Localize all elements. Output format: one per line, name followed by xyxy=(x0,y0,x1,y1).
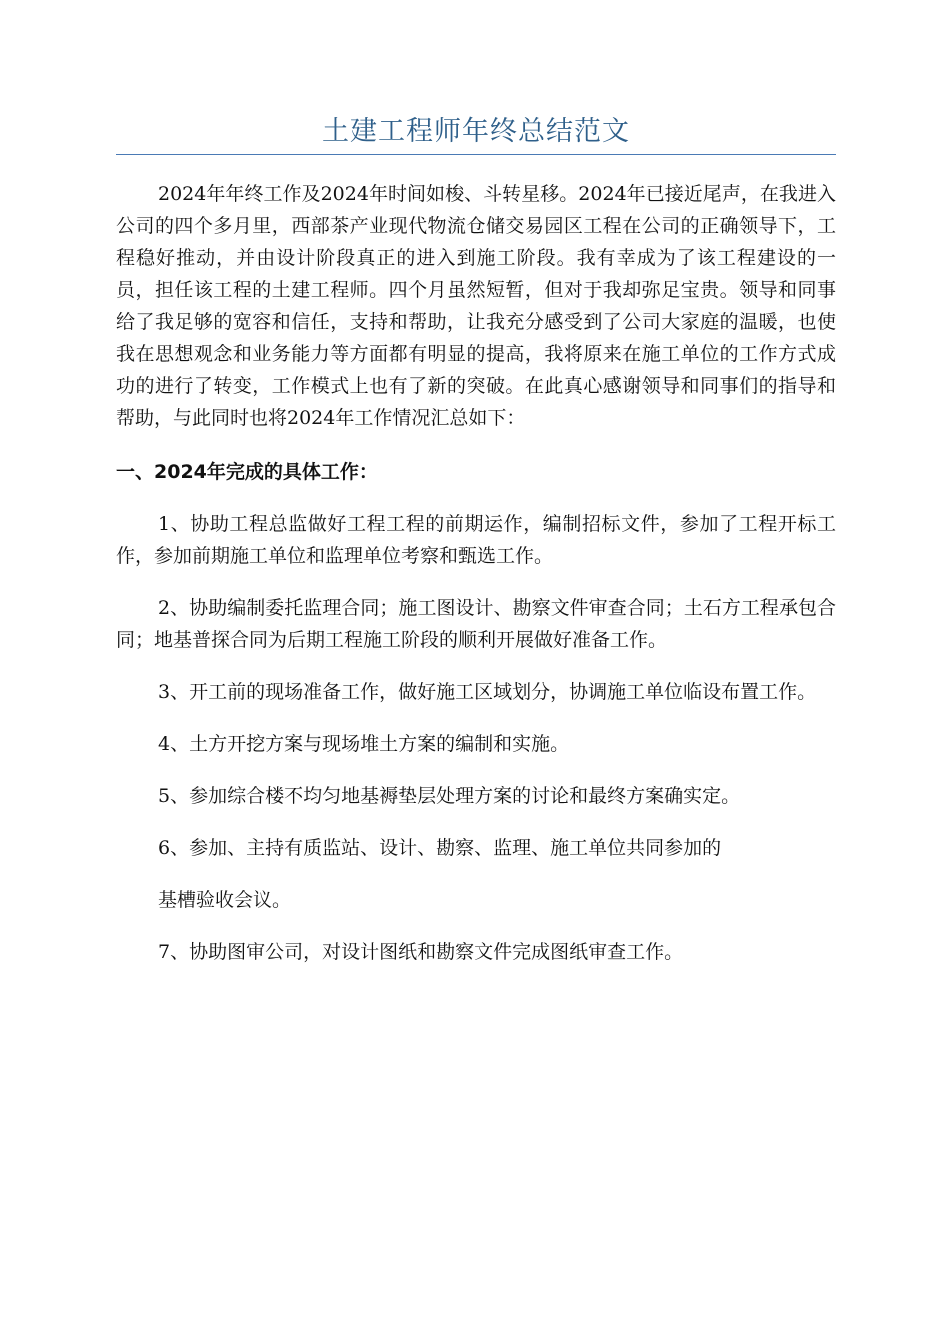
list-item: 1、协助工程总监做好工程工程的前期运作，编制招标文件，参加了工程开标工作，参加前期施工单位和监理单位考察和甄选工作。 xyxy=(116,513,836,567)
list-item: 3、开工前的现场准备工作，做好施工区域划分，协调施工单位临设布置工作。 xyxy=(158,681,817,703)
document-title: 土建工程师年终总结范文 xyxy=(322,116,630,147)
list-item: 6、参加、主持有质监站、设计、勘察、监理、施工单位共同参加的 xyxy=(158,837,722,859)
document-body xyxy=(116,178,836,968)
list-item-continuation: 基槽验收会议。 xyxy=(158,889,292,911)
list-item: 5、参加综合楼不均匀地基褥垫层处理方案的讨论和最终方案确实定。 xyxy=(158,785,741,807)
title-underline xyxy=(116,154,836,155)
intro-paragraph: 2024年年终工作及2024年时间如梭、斗转星移。2024年已接近尾声，在我进入公司的四个多月里，西部茶产业现代物流仓储交易园区工程在公司的正确领导下，工程稳好推动，并由设计阶段真正的进入到施工阶段。我有幸成为了该工程建设的一员，担任该工程的土建工程师。四个月虽然短暂，但对于我却弥足宝贵。领导和同事给了我足够的宽容和信任，支持和帮助，让我充分感受到了公司大家庭的温暖，也使我在思想观念和业务能力等方面都有明显的提高，我将原来在施工单位的工作方式成功的进行了转变，工作模式上也有了新的突破。在此真心感谢领导和同事们的指导和帮助，与此同时也将2024年工作情况汇总如下： xyxy=(116,183,836,429)
list-item: 7、协助图审公司，对设计图纸和勘察文件完成图纸审查工作。 xyxy=(158,941,684,963)
section-heading: 一、2024年完成的具体工作： xyxy=(116,461,378,483)
list-item: 2、协助编制委托监理合同；施工图设计、勘察文件审查合同；土石方工程承包合同；地基普探合同为后期工程施工阶段的顺利开展做好准备工作。 xyxy=(116,597,836,651)
list-item: 4、土方开挖方案与现场堆土方案的编制和实施。 xyxy=(158,733,570,755)
